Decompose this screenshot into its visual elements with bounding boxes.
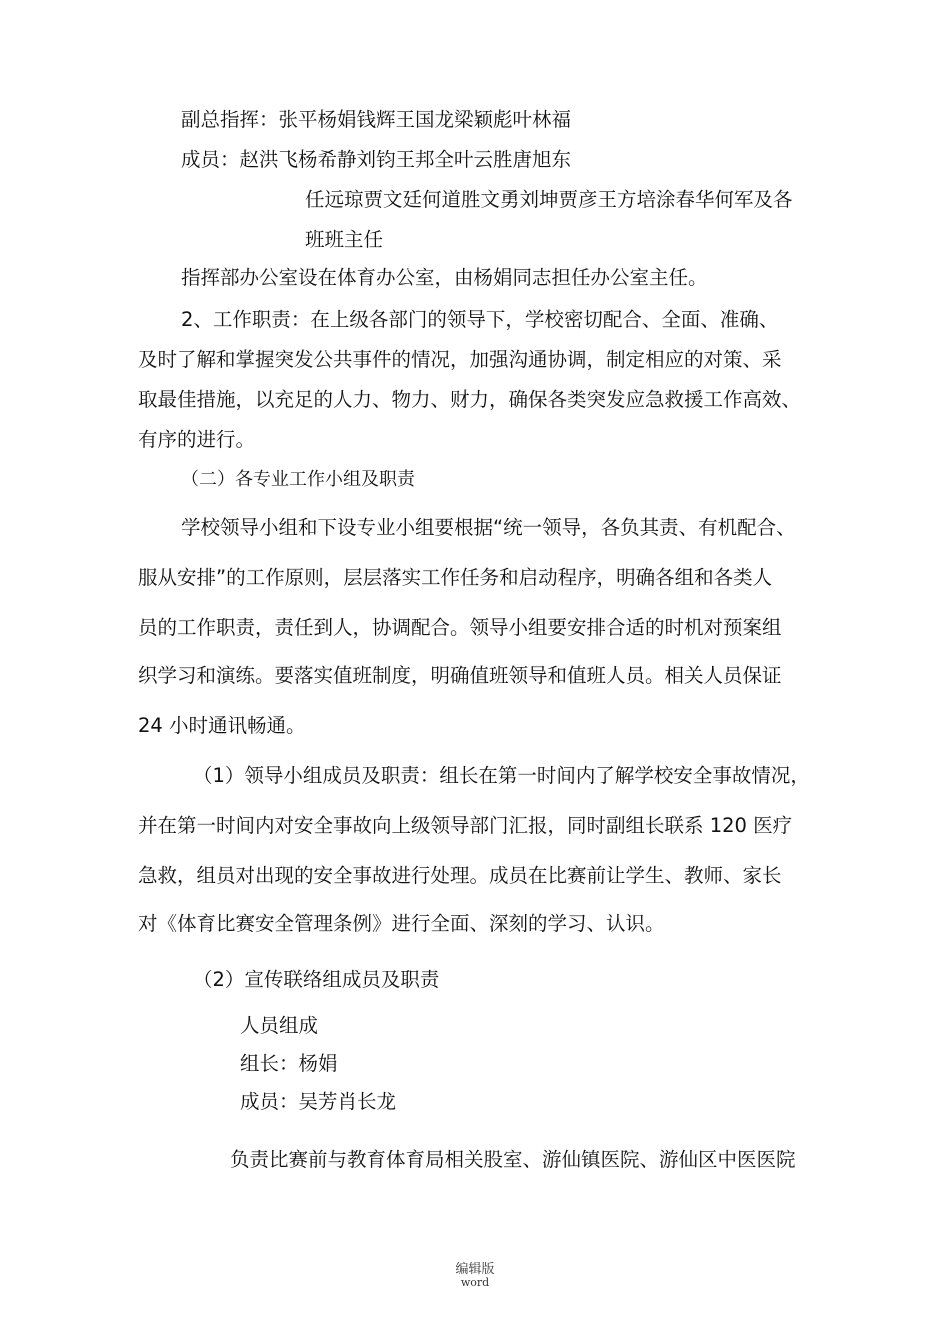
liaison-group-heading: （2）宣传联络组成员及职责 (193, 968, 440, 991)
principles-paragraph-line-1: 学校领导小组和下设专业小组要根据“统一领导，各负其责、有机配合、 (181, 516, 796, 539)
principles-paragraph-line-5: 24 小时通讯畅通。 (138, 714, 306, 737)
principles-paragraph-line-4: 织学习和演练。要落实值班制度，明确值班领导和值班人员。相关人员保证 (138, 664, 782, 687)
members-continued-line-2: 班班主任 (305, 228, 384, 251)
duties-paragraph-line-2: 及时了解和掌握突发公共事件的情况，加强沟通协调，制定相应的对策、采 (138, 348, 782, 371)
duties-paragraph-line-3: 取最佳措施，以充足的人力、物力、财力，确保各类突发应急救援工作高效、 (138, 388, 802, 411)
principles-paragraph-line-3: 员的工作职责，责任到人，协调配合。领导小组要安排合适的时机对预案组 (138, 616, 782, 639)
section-heading: （二）各专业工作小组及职责 (181, 469, 415, 490)
personnel-composition-label: 人员组成 (240, 1014, 319, 1037)
duties-paragraph-line-1: 2、工作职责：在上级各部门的领导下，学校密切配合、全面、准确、 (181, 308, 779, 331)
footer-edit-label: 编辑版 (455, 1262, 495, 1277)
deputy-commanders-line: 副总指挥：张平杨娟钱辉王国龙梁颖彪叶林福 (181, 108, 572, 131)
leadership-group-line-2: 并在第一时间内对安全事故向上级领导部门汇报，同时副组长联系 120 医疗 (138, 814, 793, 837)
duties-paragraph-line-4: 有序的进行。 (138, 428, 256, 451)
group-leader-line: 组长：杨娟 (240, 1052, 338, 1075)
leadership-group-line-3: 急救，组员对出现的安全事故进行处理。成员在比赛前让学生、教师、家长 (138, 864, 782, 887)
members-line: 成员：赵洪飞杨希静刘钧王邦全叶云胜唐旭东 (181, 148, 572, 171)
footer-word-label: word (460, 1276, 490, 1289)
principles-paragraph-line-2: 服从安排”的工作原则，层层落实工作任务和启动程序，明确各组和各类人 (138, 566, 773, 589)
members-continued-line: 任远琼贾文廷何道胜文勇刘坤贾彦王方培涂春华何军及各 (305, 188, 793, 211)
office-location-line: 指挥部办公室设在体育办公室，由杨娟同志担任办公室主任。 (181, 266, 708, 289)
liaison-duties-line: 负责比赛前与教育体育局相关股室、游仙镇医院、游仙区中医医院 (230, 1148, 796, 1171)
leadership-group-line-1: （1）领导小组成员及职责：组长在第一时间内了解学校安全事故情况， (193, 764, 810, 787)
group-members-line: 成员：吴芳肖长龙 (240, 1090, 397, 1113)
leadership-group-line-4: 对《体育比赛安全管理条例》进行全面、深刻的学习、认识。 (138, 912, 665, 935)
